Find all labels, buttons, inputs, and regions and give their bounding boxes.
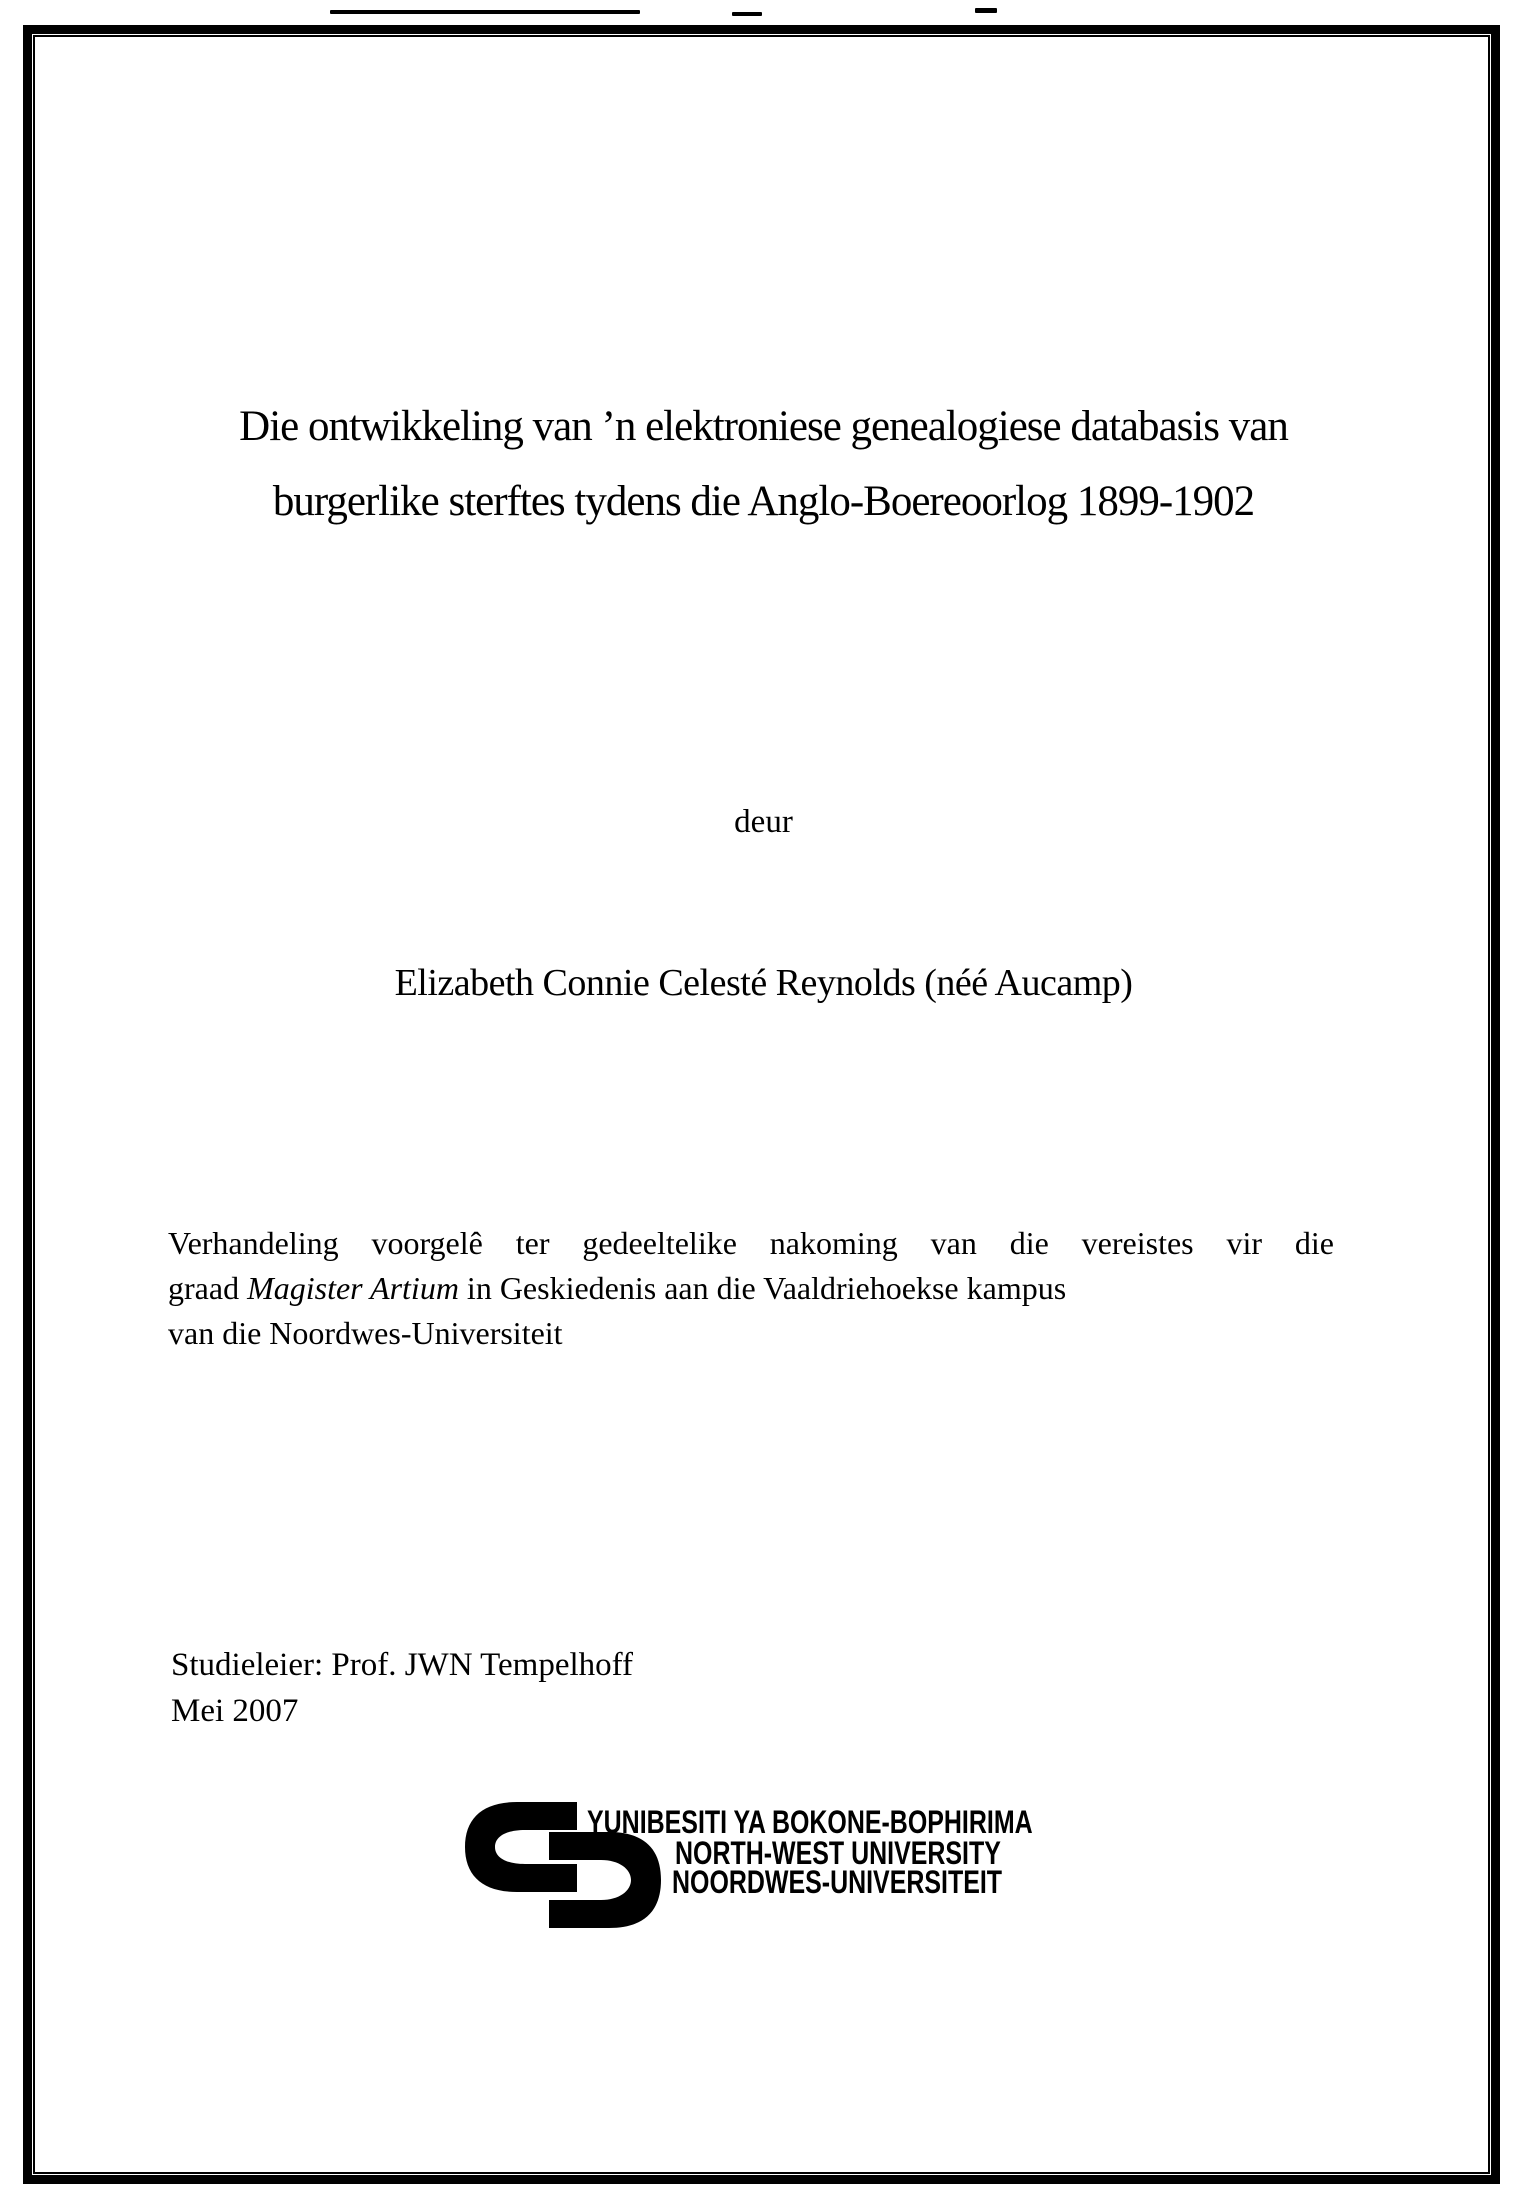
degree-statement-line-3: van die Noordwes-Universiteit bbox=[168, 1315, 563, 1351]
logo-text-afrikaans: NOORDWES-UNIVERSITEIT bbox=[672, 1864, 1003, 1900]
scan-artifact bbox=[732, 12, 762, 16]
degree-statement bbox=[168, 1221, 1334, 1356]
supervisor-line: Studieleier: Prof. JWN Tempelhoff bbox=[171, 1647, 634, 1683]
degree-statement-line-2 bbox=[168, 1266, 1334, 1311]
scan-artifact bbox=[330, 10, 640, 14]
degree-name-italic: Magister Artium bbox=[247, 1270, 459, 1306]
author-name: Elizabeth Connie Celesté Reynolds (néé Aucamp) bbox=[394, 962, 1133, 1004]
degree-statement-line-2-post: in Geskiedenis aan die Vaaldriehoekse kampus bbox=[458, 1270, 1067, 1306]
university-logo bbox=[465, 1802, 1145, 1937]
thesis-title-line-1: Die ontwikkeling van ’n elektroniese genealogiese databasis van bbox=[239, 403, 1288, 450]
scan-artifact bbox=[975, 8, 997, 13]
date-line: Mei 2007 bbox=[171, 1693, 299, 1729]
degree-statement-line-2-pre: graad bbox=[168, 1270, 248, 1306]
logo-text-english: NORTH-WEST UNIVERSITY bbox=[675, 1835, 1001, 1871]
thesis-title-line-2: burgerlike sterftes tydens die Anglo-Boereoorlog 1899-1902 bbox=[272, 478, 1255, 525]
byline-deur: deur bbox=[734, 804, 793, 840]
logo-text-setswana: YUNIBESITI YA BOKONE-BOPHIRIMA bbox=[587, 1804, 1033, 1840]
degree-statement-line-1: Verhandeling voorgelê ter gedeeltelike nakoming van die vereistes vir die bbox=[168, 1225, 1334, 1261]
